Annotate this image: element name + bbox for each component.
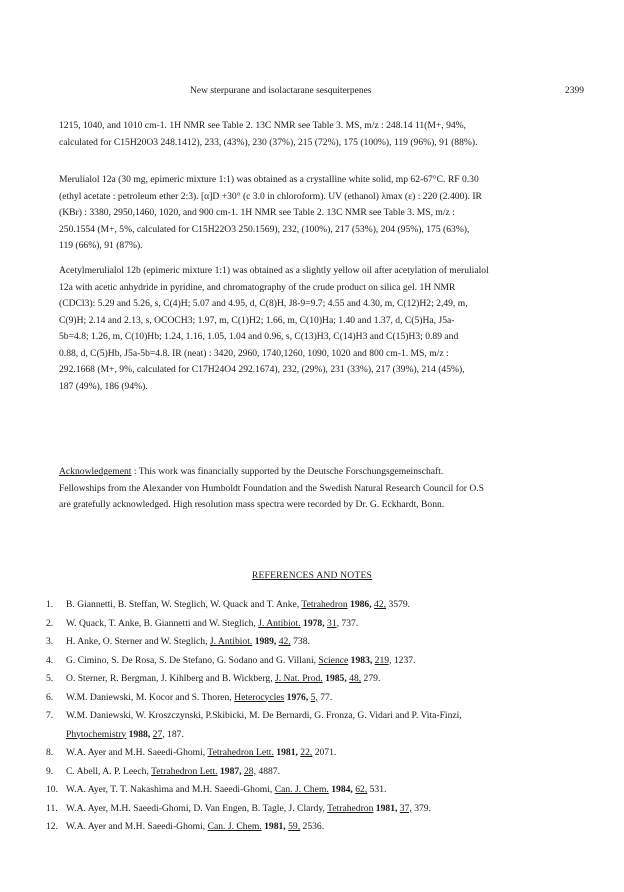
reference-journal: Can. J. Chem. bbox=[274, 784, 329, 795]
reference-pages: 2536. bbox=[302, 821, 325, 832]
reference-year: 1976, bbox=[286, 691, 309, 703]
reference-item bbox=[46, 763, 586, 782]
reference-journal: J. Antibiot. bbox=[209, 636, 253, 647]
text-line: 119 (66%), 91 (87%). bbox=[59, 240, 143, 251]
reference-pages: 379. bbox=[414, 802, 431, 814]
reference-item bbox=[46, 615, 586, 634]
reference-authors: W.A. Ayer and M.H. Saeedi-Ghomi, bbox=[66, 821, 206, 832]
page-number: 2399 bbox=[565, 86, 584, 96]
reference-year: 1985, bbox=[325, 673, 347, 684]
reference-number: 1. bbox=[46, 599, 54, 610]
reference-year: 1981, bbox=[375, 802, 398, 814]
references-list bbox=[46, 596, 586, 837]
reference-text bbox=[66, 781, 586, 800]
reference-volume: 219, bbox=[374, 654, 392, 666]
reference-year: 1981, bbox=[276, 747, 298, 758]
reference-authors: W.M. Daniewski, W. Kroszczynski, P.Skibicki, M. De Bernardi, G. Fronza, G. Vidari and P. Vita-Finzi, bbox=[66, 710, 462, 721]
reference-volume: 27, bbox=[152, 728, 165, 740]
paragraph-acetylmerulialol bbox=[59, 263, 573, 395]
reference-text bbox=[66, 633, 586, 652]
reference-number: 11. bbox=[46, 802, 58, 814]
reference-authors: H. Anke, O. Sterner and W. Steglich, bbox=[66, 636, 208, 647]
reference-number: 2. bbox=[46, 617, 54, 629]
reference-journal: Tetrahedron bbox=[301, 599, 348, 610]
reference-pages: 77. bbox=[320, 691, 333, 703]
reference-pages: 1237. bbox=[393, 654, 416, 666]
reference-authors: W.A. Ayer, M.H. Saeedi-Ghomi, D. Van Engen, B. Tagle, J. Clardy, bbox=[66, 802, 325, 814]
reference-item bbox=[46, 744, 586, 763]
reference-year: 1986, bbox=[350, 599, 372, 610]
reference-year: 1981, bbox=[264, 821, 286, 832]
reference-journal: Phytochemistry bbox=[66, 728, 127, 740]
text-line: (CDCl3): 5.29 and 5.26, s, C(4)H; 5.07 and 4.95, d, C(8)H, J8-9=9.7; 4.55 and 4.30, m, C(12)H2; 2,49, m, bbox=[59, 298, 468, 309]
text-line: Fellowships from the Alexander von Humboldt Foundation and the Swedish Natural Research Council for O.S bbox=[59, 482, 484, 494]
reference-authors: W. Quack, T. Anke, B. Giannetti and W. Steglich, bbox=[66, 617, 256, 629]
acknowledgement-label: Acknowledgement bbox=[59, 466, 132, 477]
reference-number: 10. bbox=[46, 784, 58, 795]
reference-text bbox=[66, 652, 586, 671]
reference-continuation bbox=[46, 726, 586, 745]
reference-volume: 48, bbox=[349, 673, 362, 684]
running-header bbox=[0, 86, 624, 100]
reference-pages: 738. bbox=[293, 636, 310, 647]
reference-year: 1988, bbox=[128, 728, 151, 740]
reference-pages: 737. bbox=[341, 617, 359, 629]
reference-journal: Tetrahedron bbox=[327, 802, 374, 814]
text-line: Acetylmerulialol 12b (epimeric mixture 1:1) was obtained as a slightly yellow oil after acetylation of merulialol bbox=[59, 265, 489, 276]
reference-text bbox=[66, 670, 586, 689]
reference-volume: 22, bbox=[300, 747, 313, 758]
header-title: New sterpurane and isolactarane sesquiterpenes bbox=[190, 86, 372, 96]
references-heading: REFERENCES AND NOTES bbox=[251, 570, 373, 581]
reference-item bbox=[46, 596, 586, 615]
reference-pages: 3579. bbox=[388, 599, 411, 610]
reference-item bbox=[46, 689, 586, 708]
reference-volume: 37, bbox=[399, 802, 412, 814]
reference-journal: J. Nat. Prod. bbox=[275, 673, 323, 684]
reference-number: 8. bbox=[46, 747, 54, 758]
reference-text bbox=[66, 800, 586, 819]
text-line: calculated for C15H20O3 248.1412), 233, (43%), 230 (37%), 215 (72%), 175 (100%), 119 (96%), 91 (88%). bbox=[59, 136, 478, 148]
reference-journal: J. Antibiot. bbox=[258, 617, 301, 629]
reference-volume: 28, bbox=[243, 765, 256, 777]
acknowledgement bbox=[59, 464, 573, 514]
text-line: (ethyl acetate : petroleum ether 2:3). [α]D +30° (c 3.0 in chloroform). UV (ethanol) λmax (ε) : 220 (2.400). IR bbox=[59, 190, 482, 202]
reference-journal: Tetrahedron Lett. bbox=[207, 747, 274, 758]
reference-text bbox=[66, 707, 586, 726]
reference-item bbox=[46, 670, 586, 689]
reference-authors: W.A. Ayer, T. T. Nakashima and M.H. Saeedi-Ghomi, bbox=[66, 784, 273, 795]
reference-journal: Science bbox=[318, 654, 349, 666]
text-line: are gratefully acknowledged. High resolution mass spectra were recorded by Dr. G. Eckhardt, Bonn. bbox=[59, 499, 445, 510]
reference-pages: 4887. bbox=[258, 765, 280, 777]
reference-item bbox=[46, 707, 586, 726]
acknowledgement-text: : This work was financially supported by the Deutsche Forschungsgemeinschaft. bbox=[133, 466, 444, 477]
text-line: 187 (49%), 186 (94%). bbox=[59, 380, 148, 392]
reference-year: 1983, bbox=[350, 654, 373, 666]
reference-text bbox=[66, 818, 586, 837]
reference-authors: B. Giannetti, B. Steffan, W. Steglich, W. Quack and T. Anke, bbox=[66, 599, 300, 610]
text-line: 5b=4.8; 1.26, m, C(10)Hb; 1.24, 1.16, 1.05, 1.04 and 0.96, s, C(13)H3, C(14)H3 and C(15)H3; 0.89 and bbox=[59, 331, 459, 342]
reference-volume: 62, bbox=[355, 784, 368, 795]
reference-item bbox=[46, 781, 586, 800]
reference-journal: Heterocycles bbox=[234, 691, 285, 703]
reference-number: 12. bbox=[46, 821, 58, 832]
reference-number: 4. bbox=[46, 654, 54, 666]
reference-volume: 42, bbox=[278, 636, 291, 647]
reference-text bbox=[66, 744, 586, 763]
reference-authors: G. Cimino, S. De Rosa, S. De Stefano, G. Sodano and G. Villani, bbox=[66, 654, 317, 666]
reference-item bbox=[46, 633, 586, 652]
reference-journal: Tetrahedron Lett. bbox=[151, 765, 218, 777]
text-line: Merulialol 12a (30 mg, epimeric mixture 1:1) was obtained as a crystalline white solid, mp 62-67°C. RF 0.30 bbox=[59, 174, 479, 185]
reference-authors: W.A. Ayer and M.H. Saeedi-Ghomi, bbox=[66, 747, 206, 758]
reference-number: 6. bbox=[46, 691, 54, 703]
text-line: C(9)H; 2.14 and 2.13, s, OCOCH3; 1.97, m, C(1)H2; 1.66, m, C(10)Ha; 1.40 and 1.37, d, C(5)Ha, J5a- bbox=[59, 314, 455, 326]
reference-year: 1984, bbox=[331, 784, 353, 795]
paragraph-merulialol bbox=[59, 172, 573, 255]
paragraph-ms-data bbox=[59, 118, 573, 151]
reference-text bbox=[66, 596, 586, 615]
reference-text bbox=[66, 689, 586, 708]
reference-text bbox=[66, 615, 586, 634]
reference-number: 9. bbox=[46, 765, 54, 777]
reference-item bbox=[46, 818, 586, 837]
reference-volume: 31, bbox=[327, 617, 340, 629]
reference-volume: 59, bbox=[288, 821, 301, 832]
text-line: 1215, 1040, and 1010 cm-1. 1H NMR see Table 2. 13C NMR see Table 3. MS, m/z : 248.14 11(M+, 94%, bbox=[59, 120, 467, 131]
reference-authors: O. Sterner, R. Bergman, J. Kihlberg and B. Wickberg, bbox=[66, 673, 273, 684]
reference-pages: 2071. bbox=[314, 747, 337, 758]
reference-authors: C. Abell, A. P. Leech, bbox=[66, 765, 149, 777]
text-line bbox=[59, 464, 573, 481]
text-line: 292.1668 (M+, 9%, calculated for C17H24O4 292.1674), 232, (29%), 231 (33%), 217 (39%), 214 (45%), bbox=[59, 364, 465, 375]
reference-year: 1987, bbox=[219, 765, 242, 777]
text-line: 250.1554 (M+, 5%, calculated for C15H22O3 250.1569), 232, (100%), 217 (53%), 204 (95%), 175 (63%), bbox=[59, 223, 470, 235]
reference-number: 7. bbox=[46, 710, 54, 721]
reference-item bbox=[46, 800, 586, 819]
reference-pages: 279. bbox=[363, 673, 381, 684]
reference-text bbox=[66, 763, 586, 782]
text-line: 12a with acetic anhydride in pyridine, and chromatography of the crude product on silica gel. 1H NMR bbox=[59, 281, 456, 293]
reference-year: 1989, bbox=[254, 636, 277, 647]
reference-authors: W.M. Daniewski, M. Kocor and S. Thoren, bbox=[66, 691, 232, 703]
reference-year: 1978, bbox=[303, 617, 325, 629]
reference-item bbox=[46, 652, 586, 671]
text-line: (KBr) : 3380, 2950,1460, 1020, and 900 cm-1. 1H NMR see Table 2. 13C NMR see Table 3. MS, m/z : bbox=[59, 207, 455, 218]
reference-number: 3. bbox=[46, 636, 54, 647]
text-line: 0.88, d, C(5)Hb, J5a-5b=4.8. IR (neat) : 3420, 2960, 1740,1260, 1090, 1020 and 800 cm-1. MS, m/z : bbox=[59, 347, 449, 359]
reference-pages: 531. bbox=[369, 784, 387, 795]
reference-number: 5. bbox=[46, 673, 54, 684]
reference-volume: 42, bbox=[374, 599, 387, 610]
reference-volume: 5, bbox=[310, 691, 318, 703]
reference-journal: Can. J. Chem. bbox=[207, 821, 262, 832]
reference-pages: 187. bbox=[167, 728, 184, 740]
